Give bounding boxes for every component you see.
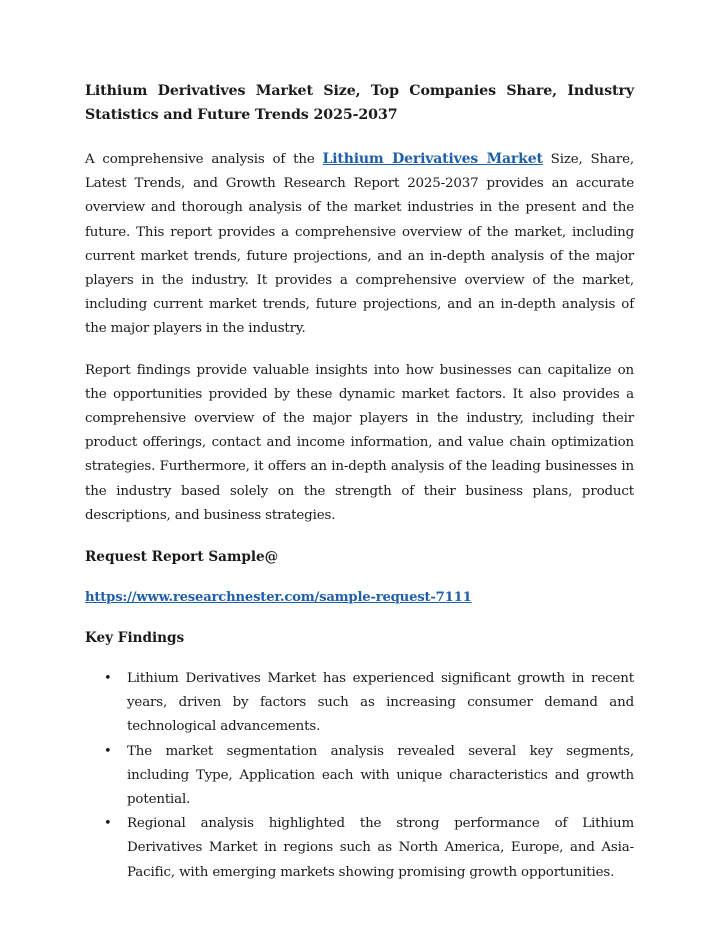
bullet-icon: • — [104, 743, 112, 759]
list-item-text: Lithium Derivatives Market has experienced significant growth in recent years, driven by factors such as increasing consumer demand and technological advancements. — [127, 671, 634, 735]
list-item-text: The market segmentation analysis revealed several key segments, including Type, Application each with unique characteristics and growth potential. — [127, 743, 634, 808]
sample-heading: Request Report Sample@ — [85, 549, 279, 566]
key-findings-heading: Key Findings — [85, 630, 185, 647]
intro-paragraph — [85, 147, 634, 342]
list-item-text: Regional analysis highlighted the strong performance of Lithium Derivatives Market in regions such as North America, Europe, and Asia-Pacific, with emerging markets showing promising growth opportunities. — [127, 816, 634, 880]
list-item — [85, 667, 634, 740]
findings-paragraph: Report findings provide valuable insights into how businesses can capitalize on the opportunities provided by these dynamic market factors. It also provides a comprehensive overview of the major players in the industry, including their product offerings, contact and income information, and value chain optimization strategies. Furthermore, it offers an in-depth analysis of the leading businesses in the industry based solely on the strength of their business plans, product descriptions, and business strategies. — [85, 362, 634, 523]
bullet-icon: • — [104, 671, 112, 687]
sample-request-link[interactable]: https://www.researchnester.com/sample-request-7111 — [85, 590, 472, 606]
document-page — [85, 79, 634, 885]
intro-text-before-link: A comprehensive analysis of the — [85, 152, 323, 167]
market-link[interactable]: Lithium Derivatives Market — [322, 151, 543, 167]
list-item — [85, 812, 634, 885]
key-findings-list — [85, 667, 634, 885]
bullet-icon: • — [104, 816, 112, 832]
list-item — [85, 740, 634, 813]
intro-text-after-link: Size, Share, Latest Trends, and Growth Research Report 2025-2037 provides an accurate overview and thorough analysis of the market industries in the present and the future. This report provides a comprehensive overview of the market, including current market trends, future projections, and an in-depth analysis of the major players in the industry. It provides a comprehensive overview of the market, including current market trends, future projections, and an in-depth analysis of the major players in the industry. — [85, 152, 634, 337]
document-title: Lithium Derivatives Market Size, Top Companies Share, Industry Statistics and Future Trends 2025-2037 — [85, 83, 634, 123]
